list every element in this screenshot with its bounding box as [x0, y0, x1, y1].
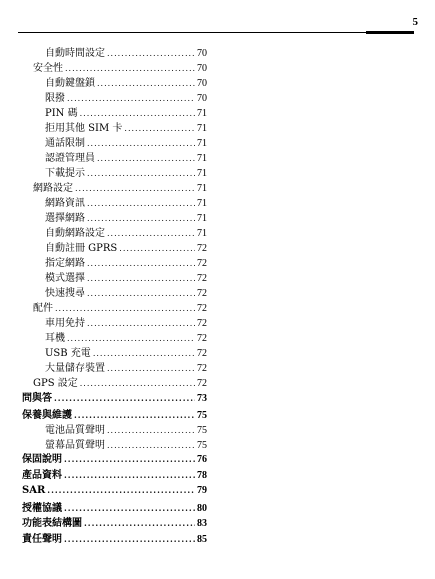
toc-entry: [33, 302, 207, 315]
toc-entry-label: 快速搜尋: [45, 288, 85, 299]
toc-entry-label: 模式選擇: [45, 273, 85, 284]
toc-dot-leader: [74, 409, 195, 422]
toc-dot-leader: [87, 197, 195, 210]
toc-entry: [45, 227, 207, 240]
toc-entry-label: 安全性: [33, 63, 63, 74]
toc-entry-page: 75: [197, 440, 207, 451]
toc-entry-page: 80: [197, 503, 207, 514]
toc-entry-label: 耳機: [45, 333, 65, 344]
toc-dot-leader: [93, 347, 195, 360]
toc-entry-label: USB 充電: [45, 348, 91, 359]
toc-entry-label: 自動時間設定: [45, 48, 105, 59]
toc-entry-page: 71: [197, 213, 207, 224]
toc-dot-leader: [64, 533, 195, 546]
toc-entry-label: 責任聲明: [22, 534, 62, 545]
toc-entry-label: 車用免持: [45, 318, 85, 329]
toc-entry-page: 72: [197, 378, 207, 389]
toc-dot-leader: [87, 167, 195, 180]
toc-dot-leader: [97, 77, 195, 90]
toc-entry-page: 71: [197, 168, 207, 179]
toc-dot-leader: [47, 484, 195, 497]
toc-entry-label: 選擇網路: [45, 213, 85, 224]
toc-entry: [45, 424, 207, 437]
toc-entry-label: 大量儲存裝置: [45, 363, 105, 374]
toc-entry-page: 72: [197, 333, 207, 344]
toc-entry: [45, 167, 207, 180]
toc-dot-leader: [64, 453, 195, 466]
toc-entry: [33, 377, 207, 390]
toc-entry-label: 下載提示: [45, 168, 85, 179]
toc-dot-leader: [55, 302, 195, 315]
toc-entry: [45, 439, 207, 452]
toc-entry: [33, 182, 207, 195]
toc-entry-page: 72: [197, 348, 207, 359]
toc-dot-leader: [67, 92, 195, 105]
toc-entry-page: 76: [197, 454, 207, 465]
toc-entry: [45, 77, 207, 90]
toc-entry-page: 72: [197, 273, 207, 284]
toc-entry-page: 72: [197, 303, 207, 314]
toc-entry: [45, 212, 207, 225]
toc-entry-label: 配件: [33, 303, 53, 314]
toc-dot-leader: [80, 107, 195, 120]
toc-entry-page: 70: [197, 63, 207, 74]
toc-entry: [45, 107, 207, 120]
toc-entry: [22, 453, 207, 466]
toc-dot-leader: [107, 362, 195, 375]
toc-entry: [45, 47, 207, 60]
toc-entry-label: 自動鍵盤鎖: [45, 78, 95, 89]
toc-entry-label: PIN 碼: [45, 108, 78, 119]
toc-dot-leader: [87, 137, 195, 150]
toc-entry-page: 71: [197, 228, 207, 239]
toc-entry: [22, 484, 207, 497]
toc-entry-page: 70: [197, 93, 207, 104]
toc-entry: [45, 92, 207, 105]
toc-entry: [45, 152, 207, 165]
toc-entry: [45, 257, 207, 270]
toc-dot-leader: [107, 47, 195, 60]
toc-entry-label: 限撥: [45, 93, 65, 104]
toc-entry: [22, 392, 207, 405]
toc-entry-label: 授權協議: [22, 503, 62, 514]
toc-entry-label: 保養與維護: [22, 410, 72, 421]
toc-dot-leader: [54, 392, 195, 405]
toc-entry: [45, 137, 207, 150]
toc-entry-label: 電池品質聲明: [45, 425, 105, 436]
toc-entry: [45, 332, 207, 345]
toc-dot-leader: [107, 424, 195, 437]
page-number: 5: [412, 16, 418, 28]
toc-entry-page: 72: [197, 258, 207, 269]
toc-entry-page: 71: [197, 108, 207, 119]
toc-entry: [45, 347, 207, 360]
toc-entry-label: 保固說明: [22, 454, 62, 465]
toc-entry-page: 71: [197, 123, 207, 134]
toc-entry-page: 75: [197, 425, 207, 436]
toc-entry: [45, 317, 207, 330]
toc-entry-label: SAR: [22, 485, 46, 496]
toc-entry-page: 73: [197, 393, 207, 404]
toc-dot-leader: [107, 227, 195, 240]
toc-dot-leader: [84, 517, 195, 530]
toc-entry: [22, 533, 207, 546]
toc-entry-page: 71: [197, 138, 207, 149]
toc-entry: [22, 409, 207, 422]
toc-entry-page: 71: [197, 198, 207, 209]
toc-entry: [33, 62, 207, 75]
toc-dot-leader: [107, 439, 195, 452]
toc-entry: [45, 197, 207, 210]
toc-dot-leader: [87, 257, 195, 270]
toc-entry-page: 72: [197, 243, 207, 254]
toc-entry-label: 問與答: [22, 393, 52, 404]
toc-entry-label: 網路資訊: [45, 198, 85, 209]
toc-entry-page: 71: [197, 183, 207, 194]
toc-dot-leader: [87, 317, 195, 330]
toc-dot-leader: [124, 122, 195, 135]
toc-entry-page: 70: [197, 48, 207, 59]
toc-entry-label: 通話限制: [45, 138, 85, 149]
toc-entry: [45, 287, 207, 300]
toc-entry-label: 產品資料: [22, 470, 62, 481]
toc-entry-page: 79: [197, 485, 207, 496]
toc-entry-label: 功能表結構圖: [22, 518, 82, 529]
toc-dot-leader: [80, 377, 195, 390]
toc-entry: [22, 502, 207, 515]
toc-entry-label: GPS 設定: [33, 378, 78, 389]
toc-entry: [45, 272, 207, 285]
toc-entry-page: 70: [197, 78, 207, 89]
toc-dot-leader: [64, 502, 195, 515]
toc-dot-leader: [97, 152, 195, 165]
toc-entry-page: 72: [197, 363, 207, 374]
toc-entry-label: 自動註冊 GPRS: [45, 243, 118, 254]
toc-entry: [45, 122, 207, 135]
toc-entry-page: 72: [197, 318, 207, 329]
toc-entry-page: 83: [197, 518, 207, 529]
toc-entry-label: 網路設定: [33, 183, 73, 194]
toc-entry-label: 認證管理員: [45, 153, 95, 164]
toc-dot-leader: [67, 332, 195, 345]
toc-dot-leader: [64, 469, 195, 482]
toc-entry-page: 72: [197, 288, 207, 299]
toc-dot-leader: [87, 287, 195, 300]
toc-entry: [22, 469, 207, 482]
toc-entry-label: 螢幕品質聲明: [45, 440, 105, 451]
toc-entry-label: 拒用其他 SIM 卡: [45, 123, 123, 134]
header-rule-accent: [366, 31, 414, 34]
toc-entry-page: 71: [197, 153, 207, 164]
header-rule: [18, 32, 414, 33]
toc-dot-leader: [87, 212, 195, 225]
toc-dot-leader: [75, 182, 195, 195]
toc-entry-label: 自動網路設定: [45, 228, 105, 239]
toc-entry-page: 85: [197, 534, 207, 545]
toc-dot-leader: [119, 242, 195, 255]
toc-entry-label: 指定網路: [45, 258, 85, 269]
toc-entry-page: 75: [197, 410, 207, 421]
toc-entry: [45, 242, 207, 255]
toc-entry: [22, 517, 207, 530]
toc-dot-leader: [87, 272, 195, 285]
toc-entry-page: 78: [197, 470, 207, 481]
toc-dot-leader: [65, 62, 195, 75]
toc-entry: [45, 362, 207, 375]
